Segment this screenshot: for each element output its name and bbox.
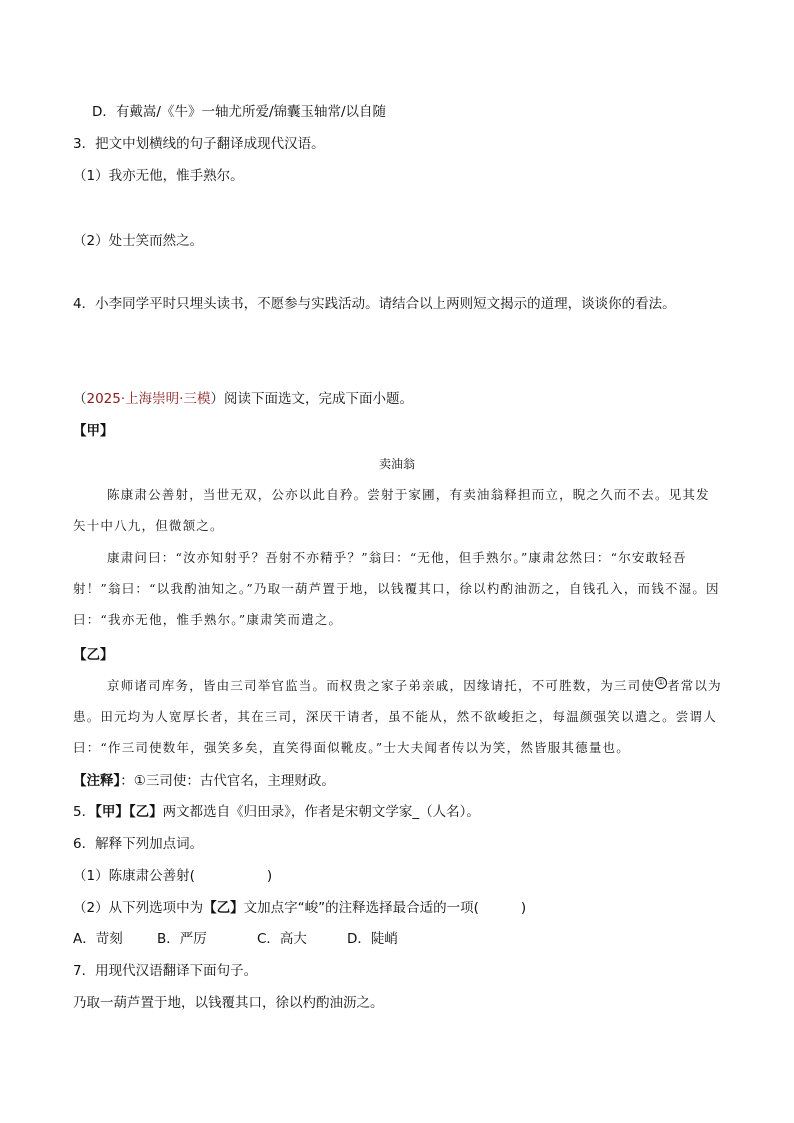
option-d[interactable]: D．陡峭: [347, 931, 398, 947]
yi-paragraph: [73, 670, 723, 763]
jia-title: 卖油翁: [378, 457, 415, 471]
option-b[interactable]: B．严厉: [157, 931, 207, 947]
source-tag: 2025·上海崇明·三模: [86, 391, 211, 407]
section-instruction: 阅读下面选文，完成下面小题。: [223, 391, 413, 407]
jia-label: 【甲】: [73, 423, 114, 439]
question-5: [73, 802, 480, 822]
question-2-option-d: D．有戴嵩/《牛》一轴尤所爱/锦囊玉轴常/以自随: [92, 104, 387, 120]
annotation-label: 【注释】: [73, 773, 121, 789]
yi-label: 【乙】: [73, 647, 114, 663]
q6-item2-text-a: （2）从下列选项中为: [73, 900, 204, 916]
question-4-prompt: 4．小李同学平时只埋头读书，不愿参与实践活动。请结合以上两则短文揭示的道理，谈谈你的看法。: [73, 296, 676, 312]
question-6-item-1: [73, 866, 272, 886]
q6-item2-close: ): [520, 900, 527, 916]
jia-paragraph-2: 康肃问曰：“汝亦知射乎？吾射不亦精乎？”翁曰：“无他，但手熟尔。”康肃忿然曰：“尔安敢轻吾射！”翁曰：“以我酌油知之。”乃取一葫芦置于地，以钱覆其口，徐以杓酌油沥之，自钱孔入，而钱不湿。因曰：“我亦无他，惟手熟尔。”康肃笑而遣之。: [73, 550, 720, 627]
q5-jia: 【甲】: [95, 804, 129, 820]
section-header: [73, 389, 413, 409]
footnote-marker: ①: [655, 677, 667, 689]
question-3-item-1: （1）我亦无他，惟手熟尔。: [73, 168, 244, 184]
yi-text-b: 者常以为患。田元均为人宽厚长者，其在三司，深厌干请者，虽不能从，然不欲峻拒之，每温颜强笑以遣之。尝谓人曰：“作三司使数年，强笑多矣，直笑得面似靴皮。”士大夫闻者传以为笑，然皆服其德量也。: [73, 678, 722, 755]
question-3-item-2: （2）处士笑而然之。: [73, 233, 204, 249]
question-7-prompt: 7．用现代汉语翻译下面句子。: [73, 963, 258, 979]
yi-text-a: 京师诸司库务，皆由三司举官监当。而权贵之家子弟亲戚，因缘请托，不可胜数，为三司使: [107, 678, 656, 693]
question-7-sentence: 乃取一葫芦置于地，以钱覆其口，徐以杓酌油沥之。: [73, 995, 384, 1011]
q6-item2-text-b: 文加点字“峻”的注释选择最合适的一项(: [243, 900, 479, 916]
source-open: （: [73, 391, 87, 407]
option-c[interactable]: C．高大: [257, 931, 307, 947]
question-3-prompt: 3．把文中划横线的句子翻译成现代汉语。: [73, 136, 325, 152]
jia-paragraph-1: 陈康肃公善射，当世无双，公亦以此自矜。尝射于家圃，有卖油翁释担而立，睨之久而不去。见其发矢十中八九，但微颔之。: [73, 487, 710, 533]
question-6-options: [73, 929, 398, 949]
q5-yi: 【乙】: [128, 804, 163, 820]
q6-item2-yi: 【乙】: [203, 900, 244, 916]
annotation: [73, 771, 335, 791]
q5-number: 5．: [73, 804, 96, 820]
question-6-item-2: [73, 898, 526, 918]
option-a[interactable]: A．苛刻: [73, 931, 123, 947]
annotation-text: ：①三司使：古代官名，主理财政。: [120, 773, 335, 789]
q5-text: 两文都选自《归田录》，作者是宋朝文学家_（人名）。: [162, 804, 480, 820]
q6-item1-text: （1）陈康肃公善射(: [73, 868, 195, 884]
question-6-prompt: 6．解释下列加点词。: [73, 836, 204, 852]
q6-item1-close: ): [266, 868, 273, 884]
source-close: ）: [210, 391, 224, 407]
